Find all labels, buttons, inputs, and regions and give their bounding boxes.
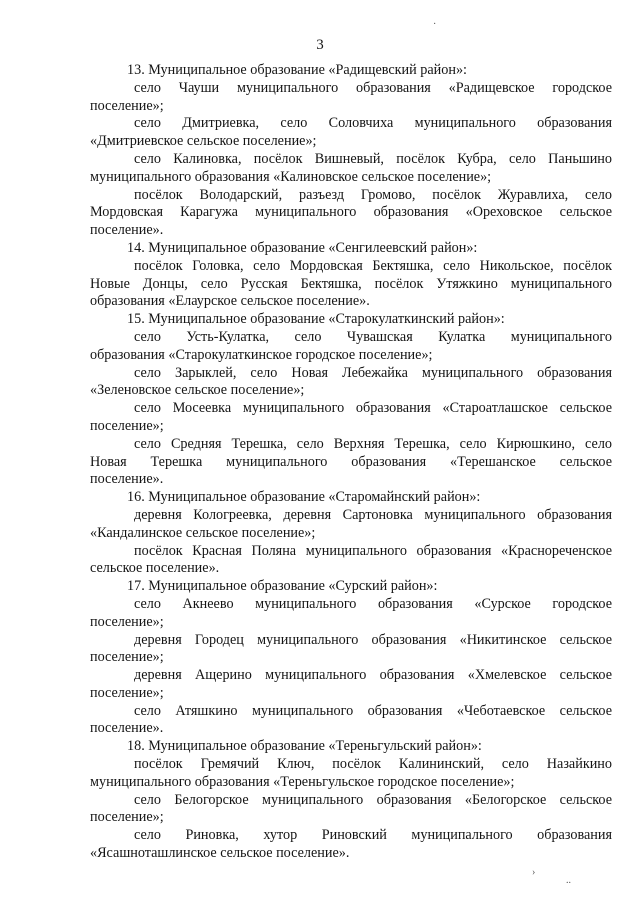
scan-speck: .. xyxy=(566,875,571,886)
text-line: муниципального образования «Тереньгульское городское поселение»; xyxy=(90,773,515,790)
text-line: поселение». xyxy=(90,720,164,737)
text-line: муниципального образования «Калиновское сельское поселение»; xyxy=(90,168,492,185)
text-line: «Зеленовское сельское поселение»; xyxy=(90,382,305,399)
scan-speck: › xyxy=(532,867,536,878)
text-line: село Атяшкино муниципального образования «Чеботаевское сельское xyxy=(134,702,612,719)
text-line: село Средняя Терешка, село Верхняя Терешка, село Кирюшкино, село xyxy=(134,435,612,452)
text-line: Новые Донцы, село Русская Бектяшка, посёлок Утяжкино муниципального xyxy=(90,275,612,292)
text-line: 14. Муниципальное образование «Сенгилеевский район»: xyxy=(127,239,478,256)
text-line: деревня Городец муниципального образования «Никитинское сельское xyxy=(134,631,612,648)
text-line: посёлок Головка, село Мордовская Бектяшка, село Никольское, посёлок xyxy=(134,257,612,274)
text-line: «Дмитриевское сельское поселение»; xyxy=(90,133,317,150)
text-line: 16. Муниципальное образование «Старомайнский район»: xyxy=(127,489,481,506)
text-line: село Калиновка, посёлок Вишневый, посёлок Кубра, село Паньшино xyxy=(134,150,612,167)
text-line: Новая Терешка муниципального образования «Терешанское сельское xyxy=(90,453,612,470)
text-line: сельское поселение». xyxy=(90,560,220,577)
text-line: село Чауши муниципального образования «Радищевское городское xyxy=(134,79,612,96)
text-line: 18. Муниципальное образование «Тереньгульский район»: xyxy=(127,738,482,755)
text-line: 17. Муниципальное образование «Сурский район»: xyxy=(127,578,438,595)
text-line: поселение»; xyxy=(90,417,164,434)
text-line: село Риновка, хутор Риновский муниципального образования xyxy=(134,827,612,844)
text-line: поселение»; xyxy=(90,809,164,826)
text-line: село Дмитриевка, село Соловчиха муниципального образования xyxy=(134,115,612,132)
text-line: деревня Кологреевка, деревня Сартоновка муниципального образования xyxy=(134,506,612,523)
text-line: посёлок Гремячий Ключ, посёлок Калининский, село Назайкино xyxy=(134,756,612,773)
text-line: образования «Елаурское сельское поселение». xyxy=(90,293,370,310)
text-line: «Кандалинское сельское поселение»; xyxy=(90,524,316,541)
text-line: Мордовская Карагужа муниципального образования «Ореховское сельское xyxy=(90,204,612,221)
scan-speck: · xyxy=(433,19,437,30)
text-line: деревня Ащерино муниципального образования «Хмелевское сельское xyxy=(134,667,612,684)
text-line: село Мосеевка муниципального образования «Староатлашское сельское xyxy=(134,400,612,417)
text-line: поселение». xyxy=(90,471,164,488)
text-line: посёлок Володарский, разъезд Громово, посёлок Журавлиха, село xyxy=(134,186,612,203)
text-line: село Зарыклей, село Новая Лебежайка муниципального образования xyxy=(134,364,612,381)
text-line: образования «Старокулаткинское городское поселение»; xyxy=(90,346,433,363)
text-line: «Ясашноташлинское сельское поселение». xyxy=(90,845,350,862)
text-line: село Усть-Кулатка, село Чувашская Кулатка муниципального xyxy=(134,328,612,345)
text-line: село Акнеево муниципального образования «Сурское городское xyxy=(134,595,612,612)
text-line: посёлок Красная Поляна муниципального образования «Краснореченское xyxy=(134,542,612,559)
text-line: 15. Муниципальное образование «Старокулаткинский район»: xyxy=(127,311,505,328)
page-number: 3 xyxy=(316,37,324,53)
text-line: поселение». xyxy=(90,222,164,239)
text-line: поселение»; xyxy=(90,649,164,666)
document-body xyxy=(90,62,612,863)
text-line: поселение»; xyxy=(90,684,164,701)
text-line: 13. Муниципальное образование «Радищевский район»: xyxy=(127,62,467,78)
text-line: село Белогорское муниципального образования «Белогорское сельское xyxy=(134,791,612,808)
text-line: поселение»; xyxy=(90,613,164,630)
text-line: поселение»; xyxy=(90,97,164,114)
